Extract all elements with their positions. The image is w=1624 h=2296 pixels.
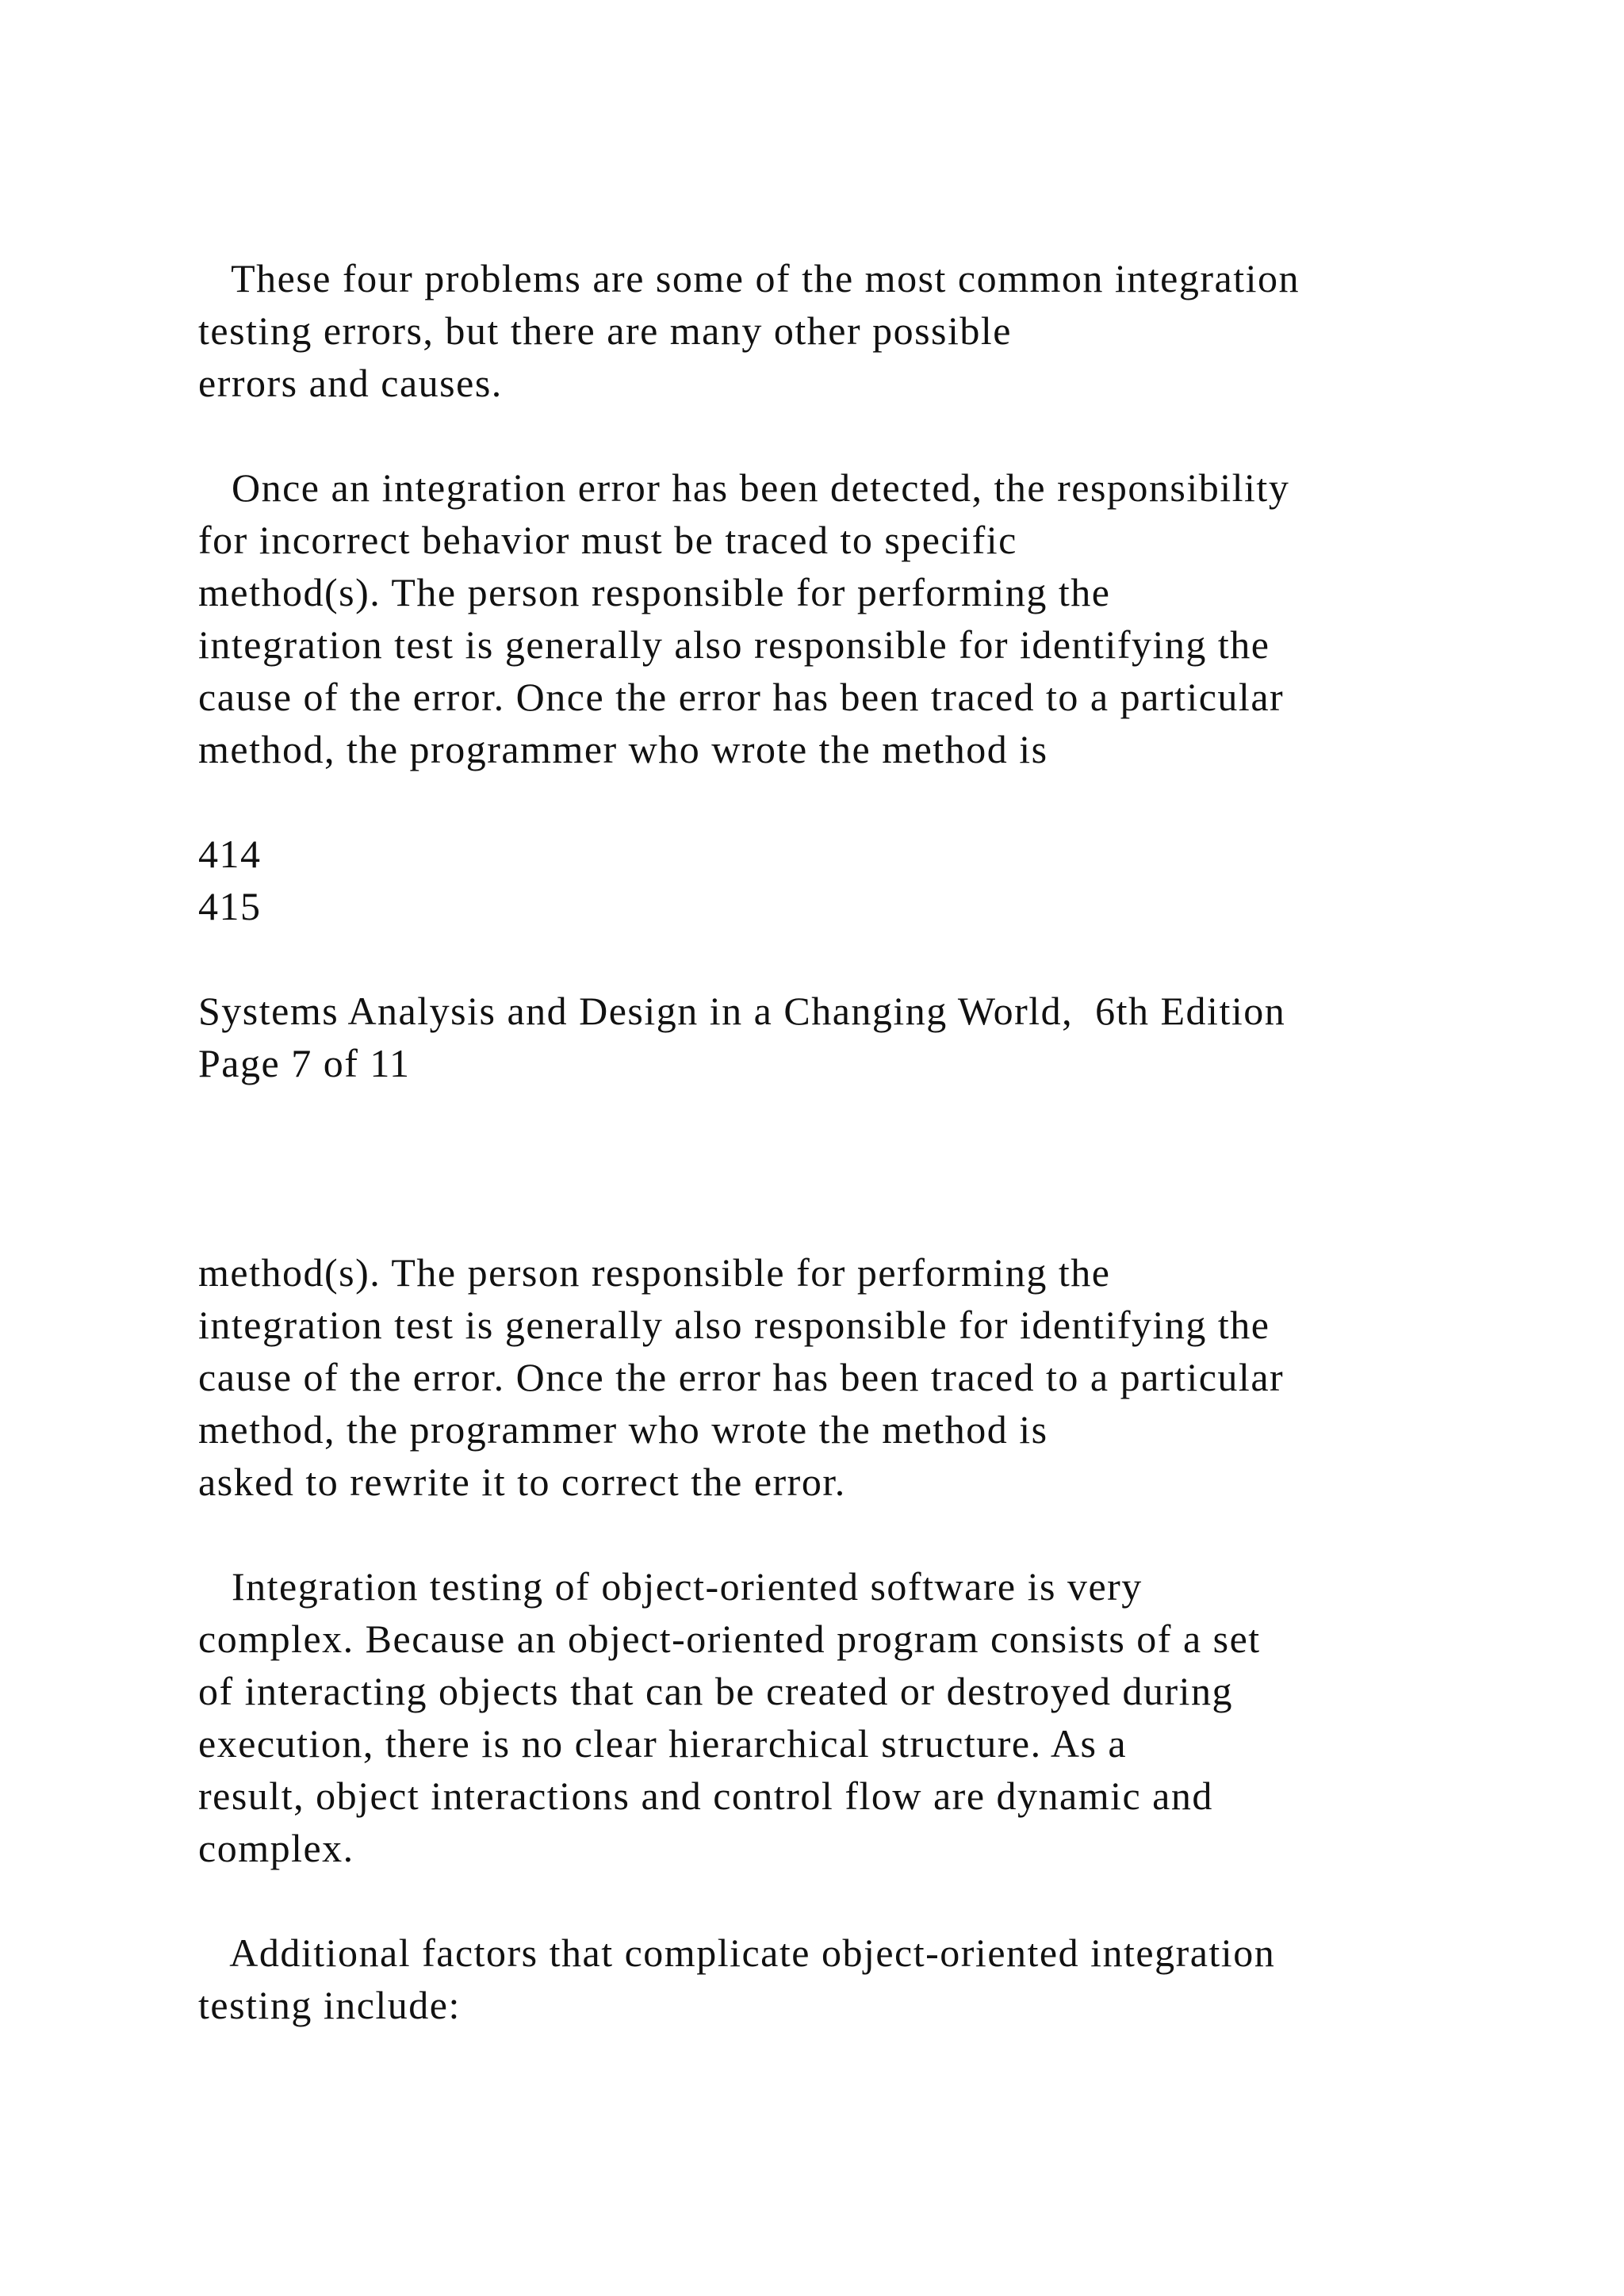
- text-line: errors and causes.: [198, 361, 503, 405]
- paragraph-oo-complex: [198, 1560, 1594, 1874]
- text-line: method(s). The person responsible for performing the: [198, 570, 1111, 614]
- text-line: of interacting objects that can be created or destroyed during: [198, 1669, 1234, 1713]
- text-line: integration test is generally also responsible for identifying the: [198, 1303, 1270, 1347]
- page-numbers: [198, 828, 1594, 932]
- text-line: method, the programmer who wrote the method is: [198, 1407, 1048, 1452]
- text-line: cause of the error. Once the error has been traced to a particular: [198, 675, 1285, 719]
- book-title: Systems Analysis and Design in a Changing World, 6th Edition: [198, 989, 1286, 1033]
- text-line: asked to rewrite it to correct the error.: [198, 1460, 846, 1504]
- text-line: testing include:: [198, 1983, 461, 2027]
- text-line: complex.: [198, 1826, 354, 1870]
- paragraph-repeated-method: [198, 1246, 1594, 1508]
- text-line: method(s). The person responsible for performing the: [198, 1250, 1111, 1295]
- text-line: Once an integration error has been detected, the responsibility: [198, 465, 1290, 510]
- text-line: result, object interactions and control flow are dynamic and: [198, 1774, 1213, 1818]
- page-indicator: Page 7 of 11: [198, 1041, 411, 1085]
- paragraph-four-problems: [198, 252, 1594, 409]
- text-line: Additional factors that complicate object-oriented integration: [198, 1931, 1276, 1975]
- text-line: complex. Because an object-oriented program consists of a set: [198, 1617, 1261, 1661]
- paragraph-additional-factors: [198, 1927, 1594, 2031]
- page-number: 415: [198, 884, 262, 928]
- text-line: integration test is generally also responsible for identifying the: [198, 622, 1270, 667]
- text-line: Integration testing of object-oriented software is very: [198, 1564, 1143, 1609]
- paragraph-once-detected: [198, 461, 1594, 775]
- text-line: testing errors, but there are many other possible: [198, 308, 1012, 353]
- text-line: method, the programmer who wrote the method is: [198, 727, 1048, 771]
- text-line: for incorrect behavior must be traced to specific: [198, 518, 1017, 562]
- text-line: cause of the error. Once the error has been traced to a particular: [198, 1355, 1285, 1399]
- book-footer: [198, 985, 1594, 1089]
- page-number: 414: [198, 832, 262, 876]
- text-line: execution, there is no clear hierarchical structure. As a: [198, 1721, 1128, 1766]
- text-line: These four problems are some of the most common integration: [198, 256, 1300, 300]
